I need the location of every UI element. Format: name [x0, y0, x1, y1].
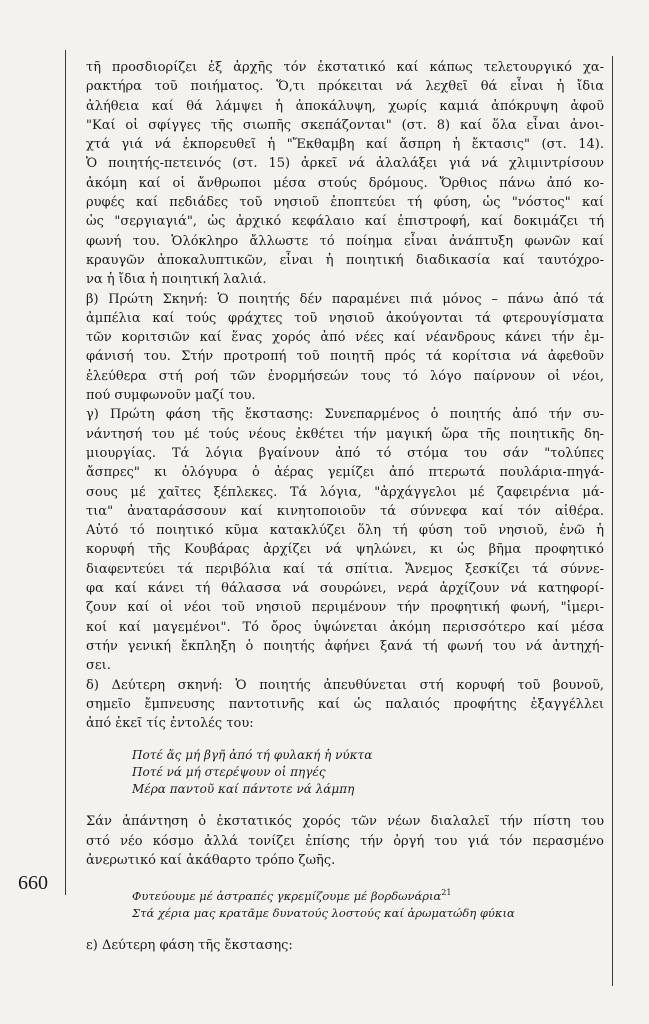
text-line: κοί καί μαγεμένοι". Τό ὄρος ὑψώνεται ἀκόμη περισσότερο καί μέσα — [86, 619, 604, 635]
text-line: Ὁ ποιητής-πετεινός (στ. 15) ἀρκεῖ νά ἀλαλάξει γιά νά χλιμιντρίσουν — [86, 156, 604, 172]
text-line: σει. — [86, 658, 111, 674]
text-line: να ἡ ἴδια ἡ ποιητική λαλιά. — [86, 272, 267, 288]
text-line: μιουργίας. Τά λόγια βγαίνουν ἀπό τό στόμα του σάν "τολύπες — [86, 445, 604, 461]
text-line: ἀλήθεια καί θά λάμψει ἡ ἀποκάλυψη, χωρίς καμιά ἀπόκρυψη ἀφοῦ — [86, 98, 604, 114]
text-line: κραυγῶν ἀποκαλυπτικῶν, εἶναι ἡ ποιητική διαδικασία καί ταυτόχρο- — [86, 252, 604, 268]
text-line: ἐλεύθερα στή ροή τῶν ἐνορμήσεών τους τό λόγο παίρνουν οἱ νέοι, — [86, 368, 604, 384]
text-line: ρυφές καί πεδιάδες τοῦ νησιοῦ ἐποπτεύει τή φύση, ὡς "νόστος" καί — [86, 195, 604, 211]
text-line: ἀμπέλια καί τούς φράχτες τοῦ νησιοῦ ἀκούγονται τά φτερουγίσματα — [86, 310, 604, 326]
page-body — [86, 58, 604, 955]
text-line: ἀνερωτικό καί ἀκάθαρτο τρόπο ζωῆς. — [86, 852, 336, 868]
footnote-reference: 21 — [441, 888, 452, 898]
verse-quote-chorus — [132, 884, 604, 922]
text-line: Σάν ἀπάντηση ὁ ἐκστατικός χορός τῶν νέων διαλαλεῖ τήν πίστη του — [86, 814, 604, 830]
text-line: "Καί οἱ σφίγγες τῆς σιωπῆς σκεπάζονται" (στ. 8) καί ὅλα εἶναι ἀνοι- — [86, 117, 604, 133]
verse-line: Μέρα παντοῦ καί πάντοτε νά λάμπη — [132, 782, 355, 797]
text-line: γ) Πρώτη φάση τῆς ἔκστασης: Συνεπαρμένος ὁ ποιητής ἀπό τήν συ- — [86, 407, 604, 423]
text-line: ε) Δεύτερη φάση τῆς ἔκστασης: — [86, 938, 293, 954]
text-line: σους μέ χαῖτες ξέπλεκες. Τά λόγια, "ἀρχάγγελοι μέ ζαφειρένια μά- — [86, 484, 604, 500]
text-line: σημεῖο ἔμπνευσης παντοτινῆς καί ὡς παλαιός προφήτης ἐξαγγέλλει — [86, 696, 604, 712]
text-line: ἀπό ἐκεῖ τίς ἐντολές του: — [86, 716, 254, 732]
text-line: ἀκόμη καί οἱ ἄνθρωποι μέσα στούς δρόμους. Ὄρθιος πάνω ἀπό κο- — [86, 175, 604, 191]
paragraph-second-ecstasy-phase — [86, 936, 604, 955]
verse-line-text: Φυτεύουμε μέ ἀστραπές γκρεμίζουμε μέ βορδωνάρια — [132, 889, 442, 904]
text-line: πού συμφωνοῦν μαζί του. — [86, 388, 256, 404]
text-line: φάνισή του. Στήν προτροπή τοῦ ποιητῆ πρός τά κορίτσια νά ἀφεθοῦν — [86, 349, 604, 365]
page-number: 660 — [18, 872, 48, 894]
text-line: τια" ἀναταράσσουν καί κινητοποιοῦν τά σύννεφα καί τόν αἰθέρα. — [86, 503, 604, 519]
verse-quote-commands — [132, 747, 604, 798]
text-line: ζουν καί οἱ νέοι τοῦ νησιοῦ περιμένουν τήν προφητική φωνή, "ἱμερι- — [86, 600, 604, 616]
text-line: Αὐτό τό ποιητικό κῦμα κατακλύζει ὅλη τή φύση τοῦ νησιοῦ, ἐνῶ ἡ — [86, 523, 604, 539]
text-line: τῶν κοριτσιῶν καί ἕνας χορός ἀπό νέες καί νέανδρους κάνει τήν ἐμ- — [86, 330, 604, 346]
text-line: δ) Δεύτερη σκηνή: Ὁ ποιητής ἀπευθύνεται στή κορυφή τοῦ βουνοῦ, — [86, 677, 604, 693]
text-line: ἄσπρες" κι ὁλόγυρα ὁ ἀέρας γεμίζει ἀπό πτερωτά πουλάρια-πηγά- — [86, 465, 604, 481]
verse-line: Ποτέ νά μή στερέψουν οἱ πηγές — [132, 765, 326, 780]
text-line: κορυφή τῆς Κουβάρας ἀρχίζει νά ψηλώνει, κι ὡς βῆμα προφητικό — [86, 542, 604, 558]
left-margin-rule — [65, 50, 66, 895]
text-line: ὡς "σεργιαγιά", ὡς ἀρχικό κεφάλαιο καί ἐπιστροφή, καί δοκιμάζει τή — [86, 214, 604, 230]
paragraph-chorus-response — [86, 812, 604, 870]
paragraph-second-scene — [86, 676, 604, 734]
paragraph-first-scene — [86, 290, 604, 406]
text-line: φωνή του. Ὁλόκληρο ἄλλωστε τό ποίημα εἶναι ἀνάπτυξη φωνῶν καί — [86, 233, 604, 249]
text-line: στήν γενική ἔκπληξη ὁ ποιητής ἀφήνει ξανά τή φωνή του νά ἀντηχή- — [86, 638, 604, 654]
text-line: ρακτήρα τοῦ ποιήματος. Ὅ,τι πρόκειται νά λεχθεῖ θά εἶναι ἡ ἴδια — [86, 79, 604, 95]
text-line: φα καί κάνει τή θάλασσα νά σουρώνει, νερά ἀρχίζουν νά κατηφορί- — [86, 581, 604, 597]
text-line: στό νέο κόσμο ἀλλά τονίζει ἐπίσης τήν ὀργή του γιά τόν περασμένο — [86, 833, 604, 849]
text-line: χτά γιά νά ἐκπορευθεῖ ἡ "Ἔκθαμβη καί ἄσπρη ἡ ἔκτασις" (στ. 14). — [86, 137, 604, 153]
paragraph-first-ecstasy-phase — [86, 405, 604, 675]
verse-line: Ποτέ ἄς μή βγῆ ἀπό τή φυλακή ἡ νύκτα — [132, 748, 373, 763]
right-margin-rule — [612, 56, 613, 986]
text-line: νάντησή του μέ τούς νέους ἐκθέτει τήν μαγική ὥρα τῆς ποιητικῆς δη- — [86, 426, 604, 442]
verse-line — [132, 884, 604, 905]
paragraph-intro — [86, 58, 604, 290]
text-line: β) Πρώτη Σκηνή: Ὁ ποιητής δέν παραμένει πιά μόνος – πάνω ἀπό τά — [86, 291, 604, 307]
text-line: διαφεντεύει τά περιβόλια καί τά σπίτια. Ἄνεμος ξεσκίζει τά σύννε- — [86, 561, 604, 577]
verse-line: Στά χέρια μας κρατᾶμε δυνατούς λοστούς καί ἀρωματώδη φύκια — [132, 906, 515, 921]
text-line: τῆ προσδιορίζει ἐξ ἀρχῆς τόν ἐκστατικό καί κάπως τελετουργικό χα- — [86, 60, 604, 75]
